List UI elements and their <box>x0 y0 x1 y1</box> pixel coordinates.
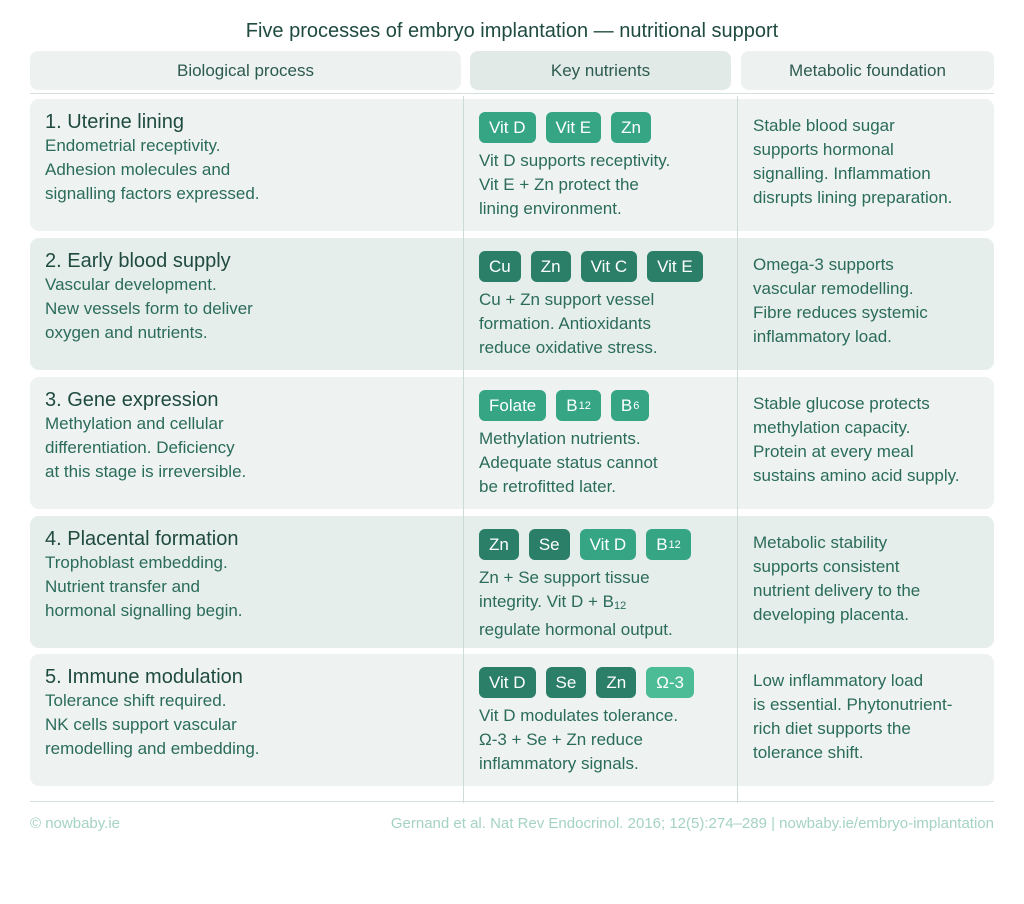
nutrient-pill-label: Zn <box>621 117 641 137</box>
table-row <box>30 238 994 370</box>
nutrient-pill <box>479 667 536 698</box>
nutrient-pill-label: Vit E <box>657 256 693 276</box>
nutrient-pill <box>611 390 649 421</box>
nutrient-pill-group <box>479 112 729 143</box>
nutrient-pill <box>531 251 571 282</box>
nutrient-pill-label: B <box>620 395 633 415</box>
nutrients-text-part: regulate hormonal output. <box>479 620 673 639</box>
nutrient-pill <box>479 112 536 143</box>
header-divider <box>30 93 994 94</box>
nutrient-pill-label: B <box>656 534 668 554</box>
nutrient-pill <box>596 667 636 698</box>
nutrient-pill <box>479 251 521 282</box>
nutrient-pill <box>580 529 637 560</box>
table-row <box>30 516 994 648</box>
nutrient-pill <box>546 667 587 698</box>
footer-copyright: © nowbaby.ie <box>30 815 120 832</box>
nutrients-cell <box>479 529 729 642</box>
nutrients-text-part: Zn + Se support tissue integrity. Vit D + B <box>479 568 650 611</box>
metabolic-description: Omega-3 supports vascular remodelling. Fibre reduces systemic inflammatory load. <box>753 255 928 346</box>
nutrient-pill-label: Vit C <box>590 256 628 276</box>
header-biological-process: Biological process <box>30 51 461 90</box>
footer-divider <box>30 801 994 802</box>
nutrient-pill <box>479 390 546 421</box>
nutrient-pill-label: Vit E <box>555 117 592 137</box>
nutrient-pill <box>581 251 638 282</box>
process-cell <box>45 527 445 623</box>
table-row <box>30 377 994 509</box>
nutrient-pill <box>556 390 601 421</box>
nutrient-pill-label: Se <box>555 672 577 692</box>
header-metabolic-foundation: Metabolic foundation <box>741 51 994 90</box>
nutrient-pill-label: Cu <box>489 256 511 276</box>
nutrient-pill <box>479 529 519 560</box>
metabolic-description: Metabolic stability supports consistent nutrient delivery to the developing placenta. <box>753 533 921 624</box>
process-description: Endometrial receptivity. Adhesion molecules and signalling factors expressed. <box>45 136 260 203</box>
nutrient-pill-label: Zn <box>489 534 509 554</box>
nutrients-description: Vit D modulates tolerance. Ω-3 + Se + Zn reduce inflammatory signals. <box>479 706 679 773</box>
nutrient-pill-label: Vit D <box>589 534 627 554</box>
nutrients-cell <box>479 390 729 499</box>
metabolic-description: Stable glucose protects methylation capacity. Protein at every meal sustains amino acid supply. <box>753 394 960 485</box>
process-cell <box>45 388 445 484</box>
nutrients-cell <box>479 112 729 221</box>
nutrient-pill <box>546 112 602 143</box>
process-title: 2. Early blood supply <box>45 250 231 272</box>
nutrient-pill-label: Zn <box>606 672 627 692</box>
process-description: Vascular development. New vessels form to deliver oxygen and nutrients. <box>45 275 253 342</box>
table-row <box>30 99 994 231</box>
nutrient-pill <box>529 529 570 560</box>
process-cell <box>45 665 445 761</box>
nutrient-pill-label: Se <box>538 534 560 554</box>
header-key-nutrients: Key nutrients <box>470 51 731 90</box>
process-title: 5. Immune modulation <box>45 666 243 688</box>
nutrient-pill-group <box>479 390 729 421</box>
nutrient-pill-subscript: 6 <box>633 399 640 412</box>
nutrient-pill <box>646 667 694 698</box>
column-divider-2 <box>737 96 738 803</box>
nutrient-pill-label: Ω-3 <box>656 672 685 692</box>
metabolic-description: Stable blood sugar supports hormonal signalling. Inflammation disrupts lining preparation. <box>753 116 953 207</box>
nutrient-pill-label: Zn <box>540 256 561 276</box>
nutrients-description: Methylation nutrients. Adequate status cannot be retrofitted later. <box>479 429 658 496</box>
nutrients-cell <box>479 251 729 360</box>
footer-citation: Gernand et al. Nat Rev Endocrinol. 2016; 12(5):274–289 | nowbaby.ie/embryo-implantation <box>390 815 994 832</box>
nutrient-pill-subscript: 12 <box>668 538 681 551</box>
nutrient-pill-group <box>479 251 729 282</box>
nutrients-description <box>479 566 729 642</box>
process-description: Tolerance shift required. NK cells support vascular remodelling and embedding. <box>45 691 260 758</box>
process-description: Methylation and cellular differentiation. Deficiency at this stage is irreversible. <box>45 414 247 481</box>
nutrient-pill <box>647 251 703 282</box>
table-row <box>30 654 994 786</box>
nutrient-pill <box>646 529 691 560</box>
nutrient-pill-label: Vit D <box>489 117 526 137</box>
nutrient-pill-group <box>479 667 729 698</box>
nutrient-pill-subscript: 12 <box>578 399 591 412</box>
process-title: 1. Uterine lining <box>45 111 184 133</box>
metabolic-description: Low inflammatory load is essential. Phytonutrient- rich diet supports the tolerance shift. <box>753 671 953 762</box>
process-title: 4. Placental formation <box>45 528 239 550</box>
nutrients-description: Vit D supports receptivity. Vit E + Zn protect the lining environment. <box>479 151 671 218</box>
page-title: Five processes of embryo implantation — nutritional support <box>245 20 779 42</box>
nutrient-pill-group <box>479 529 729 560</box>
process-cell <box>45 110 445 206</box>
nutrient-pill-label: Folate <box>489 395 537 415</box>
nutrient-pill-label: B <box>566 395 578 415</box>
nutrient-pill-label: Vit D <box>489 672 526 692</box>
process-description: Trophoblast embedding. Nutrient transfer and hormonal signalling begin. <box>45 553 243 620</box>
column-divider-1 <box>463 96 464 803</box>
process-cell <box>45 249 445 345</box>
nutrients-description: Cu + Zn support vessel formation. Antioxidants reduce oxidative stress. <box>479 290 658 357</box>
nutrients-cell <box>479 667 729 776</box>
nutrients-subscript: 12 <box>613 600 627 612</box>
nutrient-pill <box>611 112 651 143</box>
process-title: 3. Gene expression <box>45 389 219 411</box>
